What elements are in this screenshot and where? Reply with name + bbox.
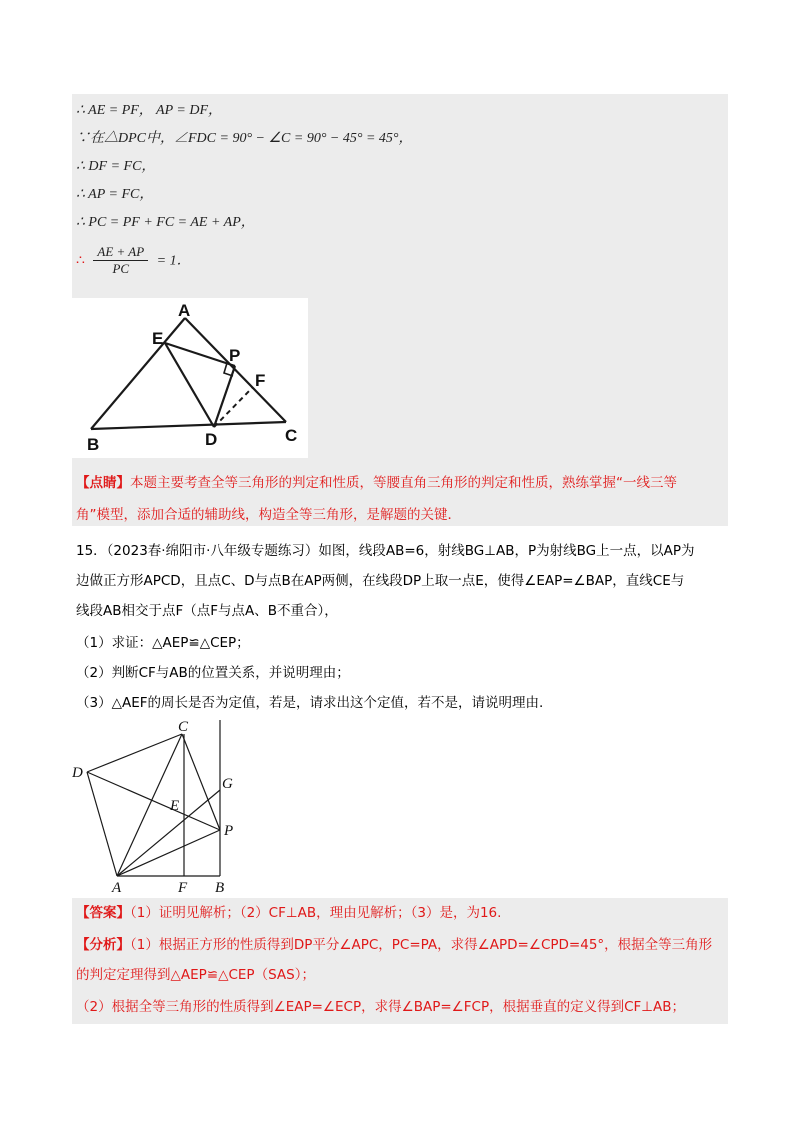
fig1-label-C: C (285, 426, 298, 445)
proof-line-3: ∴ DF = FC， (76, 159, 156, 174)
fig1-label-A: A (178, 301, 191, 320)
fig2-label-B: B (215, 880, 225, 894)
fig2-label-P: P (224, 823, 234, 839)
problem-line-2: 边做正方形APCD，且点C、D与点B在AP两侧，在线段DP上取一点E，使得∠EAP=∠BAP，直线CE与 (76, 573, 685, 589)
triangle-figure-1 (72, 298, 308, 458)
fig2-label-G: G (222, 776, 233, 792)
analysis-line-2: 的判定定理得到△AEP≌△CEP（SAS）； (76, 967, 315, 983)
fig1-label-P: P (229, 346, 241, 365)
problem-line-1: 15．（2023春·绵阳市·八年级专题练习）如图，线段AB=6，射线BG⊥AB，P为射线BG上一点，以AP为 (76, 543, 695, 559)
fig1-label-B: B (87, 435, 100, 454)
question-1: （1）求证：△AEP≌△CEP； (76, 635, 250, 651)
dianjing-line-1: 【点睛】本题主要考查全等三角形的判定和性质，等腰直角三角形的判定和性质，熟练掌握“一线三等 (76, 475, 677, 491)
proof-line-2: ∵在△DPC中，∠FDC = 90° − ∠C = 90° − 45° = 45°， (76, 131, 413, 146)
fig2-label-E: E (170, 798, 180, 814)
proof-line-1: ∴ AE = PF， AP = DF， (76, 103, 223, 118)
dianjing-line-2: 角”模型，添加合适的辅助线，构造全等三角形，是解题的关键． (76, 507, 461, 523)
fig2-label-C: C (178, 719, 189, 735)
proof-line-5: ∴ PC = PF + FC = AE + AP， (76, 215, 255, 230)
analysis-line-1: 【分析】（1）根据正方形的性质得到DP平分∠APC，PC=PA，求得∠APD=∠CPD=45°，根据全等三角形 (76, 937, 713, 953)
question-2: （2）判断CF与AB的位置关系，并说明理由； (76, 665, 350, 681)
fig2-label-D: D (72, 765, 83, 781)
fraction: $\frac{AE + AP}{PC}$ (93, 244, 148, 277)
square-figure-2 (72, 714, 272, 894)
problem-line-3: 线段AB相交于点F（点F与点A、B不重合）， (76, 603, 338, 619)
proof-fraction-line: ∴ $\frac{AE + AP}{PC}$ = 1． (76, 244, 191, 276)
fig1-label-F: F (255, 371, 266, 390)
fig2-label-A: A (112, 880, 122, 894)
answer-line: 【答案】（1）证明见解析；（2）CF⊥AB，理由见解析；（3）是，为16. (76, 905, 502, 921)
proof-line-4: ∴ AP = FC， (76, 187, 154, 202)
analysis-line-3: （2）根据全等三角形的性质得到∠EAP=∠ECP，求得∠BAP=∠FCP，根据垂直的定义得到CF⊥AB； (76, 999, 686, 1015)
question-3: （3）△AEF的周长是否为定值，若是，请求出这个定值，若不是，请说明理由. (76, 695, 544, 711)
fig2-label-F: F (178, 880, 188, 894)
fig1-label-E: E (152, 329, 164, 348)
fig1-label-D: D (205, 430, 218, 449)
